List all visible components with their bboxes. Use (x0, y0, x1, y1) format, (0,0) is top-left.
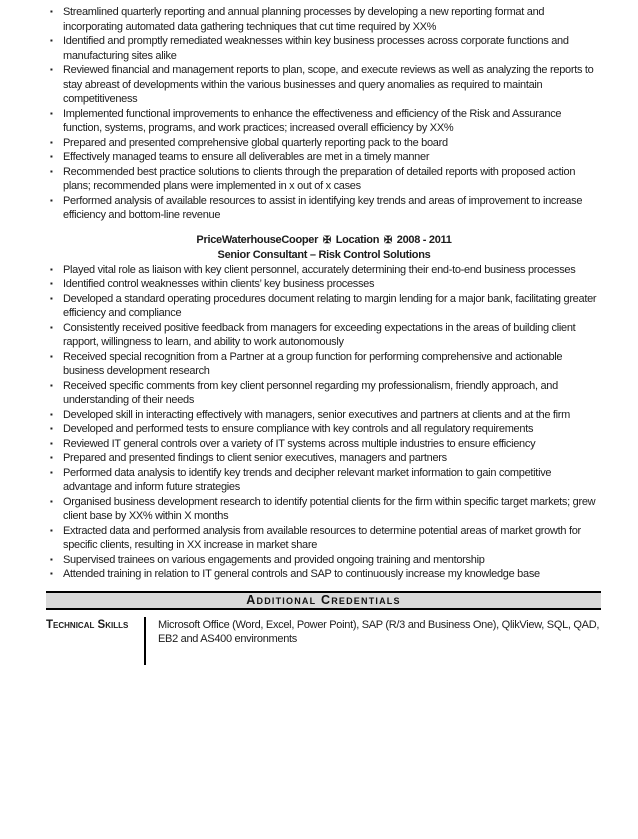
bullet-text: Performed analysis of available resources to assist in identifying key trends and areas of improvement to increase efficiency and bottom-line revenue (63, 194, 583, 221)
bullet-item (46, 466, 602, 495)
bullet-text: Reviewed financial and management reports to plan, scope, and execute reviews as well as analyzing the reports to stay abreast of developments within the various businesses and query anomalies as required to maintain competitiveness (63, 64, 594, 105)
bullet-item (46, 524, 602, 553)
bullet-text: Developed skill in interacting effectively with managers, senior executives and partners at clients and at the firm (63, 408, 571, 421)
experience-continued-bullet-list (46, 5, 602, 223)
bullet-text: Received special recognition from a Partner at a group function for performing comprehensive and actionable business development research (63, 350, 563, 377)
bullet-text: Developed and performed tests to ensure compliance with key controls and all regulatory requirements (63, 423, 534, 435)
bullet-item (46, 422, 602, 437)
bullet-text: Identified and promptly remediated weaknesses within key business processes across corporate functions and manufacturing sites alike (63, 35, 569, 62)
bullet-text: Received specific comments from key client personnel regarding my professionalism, friendly approach, and understanding of their needs (63, 379, 558, 406)
bullet-item (46, 5, 602, 34)
job-dates: 2008 - 2011 (396, 233, 452, 246)
bullet-text: Prepared and presented findings to client senior executives, managers and partners (63, 452, 447, 464)
bullet-item (46, 350, 602, 379)
bullet-item (46, 277, 602, 292)
bullet-text: Reviewed IT general controls over a variety of IT systems across multiple industries to ensure efficiency (63, 437, 536, 450)
bullet-text: Recommended best practice solutions to clients through the preparation of detailed reports with proposed action plans; recommended plans were implemented in x out of x cases (63, 165, 576, 192)
bullet-text: Organised business development research to identify potential clients for the firm within specific target markets; grew client base by XX% within X months (63, 495, 596, 522)
credentials-row-value: Microsoft Office (Word, Excel, Power Point), SAP (R/3 and Business One), QlikView, SQL, QAD, EB2 and AS400 environments (144, 617, 601, 665)
bullet-item (46, 567, 602, 582)
bullet-text: Prepared and presented comprehensive global quarterly reporting pack to the board (63, 136, 448, 149)
cross-separator-icon: ✠ (322, 234, 331, 246)
bullet-item (46, 321, 602, 350)
bullet-item (46, 379, 602, 408)
bullet-item (46, 553, 602, 568)
bullet-item (46, 194, 602, 223)
bullet-item (46, 150, 602, 165)
bullet-text: Consistently received positive feedback from managers for exceeding expectations in the areas of building client rapport, willingness to learn, and ability to work autonomously (63, 321, 576, 348)
company-name: PriceWaterhouseCooper (196, 233, 319, 246)
bullet-text: Played vital role as liaison with key client personnel, accurately determining their end-to-end business processes (63, 263, 576, 276)
bullet-item (46, 437, 602, 452)
job-location: Location (335, 233, 380, 246)
bullet-text: Attended training in relation to IT general controls and SAP to continuously increase my knowledge base (63, 568, 540, 580)
bullet-item (46, 136, 602, 151)
bullet-text: Effectively managed teams to ensure all deliverables are met in a timely manner (63, 151, 430, 163)
bullet-item (46, 263, 602, 278)
credentials-rows (46, 617, 601, 665)
job-title: Senior Consultant – Risk Control Solutions (217, 249, 431, 261)
job-header (46, 233, 602, 263)
bullet-item (46, 292, 602, 321)
bullet-text: Extracted data and performed analysis from available resources to determine potential areas of market growth for specific clients, resulting in XX increase in market share (63, 524, 581, 551)
bullet-item (46, 451, 602, 466)
bullet-item (46, 63, 602, 107)
bullet-item (46, 408, 602, 423)
credentials-row (46, 617, 601, 665)
bullet-item (46, 34, 602, 63)
bullet-text: Identified control weaknesses within clients’ key business processes (63, 278, 375, 290)
bullet-item (46, 107, 602, 136)
cross-separator-icon: ✠ (383, 234, 392, 246)
job-bullet-list (46, 263, 602, 582)
job-company-line (46, 233, 602, 249)
bullet-text: Developed a standard operating procedures document relating to margin lending for a major bank, facilitating greater efficiency and compliance (63, 292, 597, 319)
bullet-item (46, 165, 602, 194)
bullet-text: Streamlined quarterly reporting and annual planning processes by developing a new reporting format and incorporating automated data gathering techniques that cut time required by XX% (63, 6, 545, 33)
additional-credentials-header: Additional Credentials (46, 591, 601, 610)
bullet-text: Implemented functional improvements to enhance the effectiveness and efficiency of the Risk and Assurance function, systems, programs, and work practices; increased overall efficiency by XX% (63, 107, 562, 134)
bullet-item (46, 495, 602, 524)
credentials-row-label: Technical Skills (46, 618, 129, 631)
bullet-text: Performed data analysis to identify key trends and decipher relevant market information to gain competitive advantage and inform future strategies (63, 466, 552, 493)
bullet-text: Supervised trainees on various engagements and provided ongoing training and mentorship (63, 553, 485, 566)
